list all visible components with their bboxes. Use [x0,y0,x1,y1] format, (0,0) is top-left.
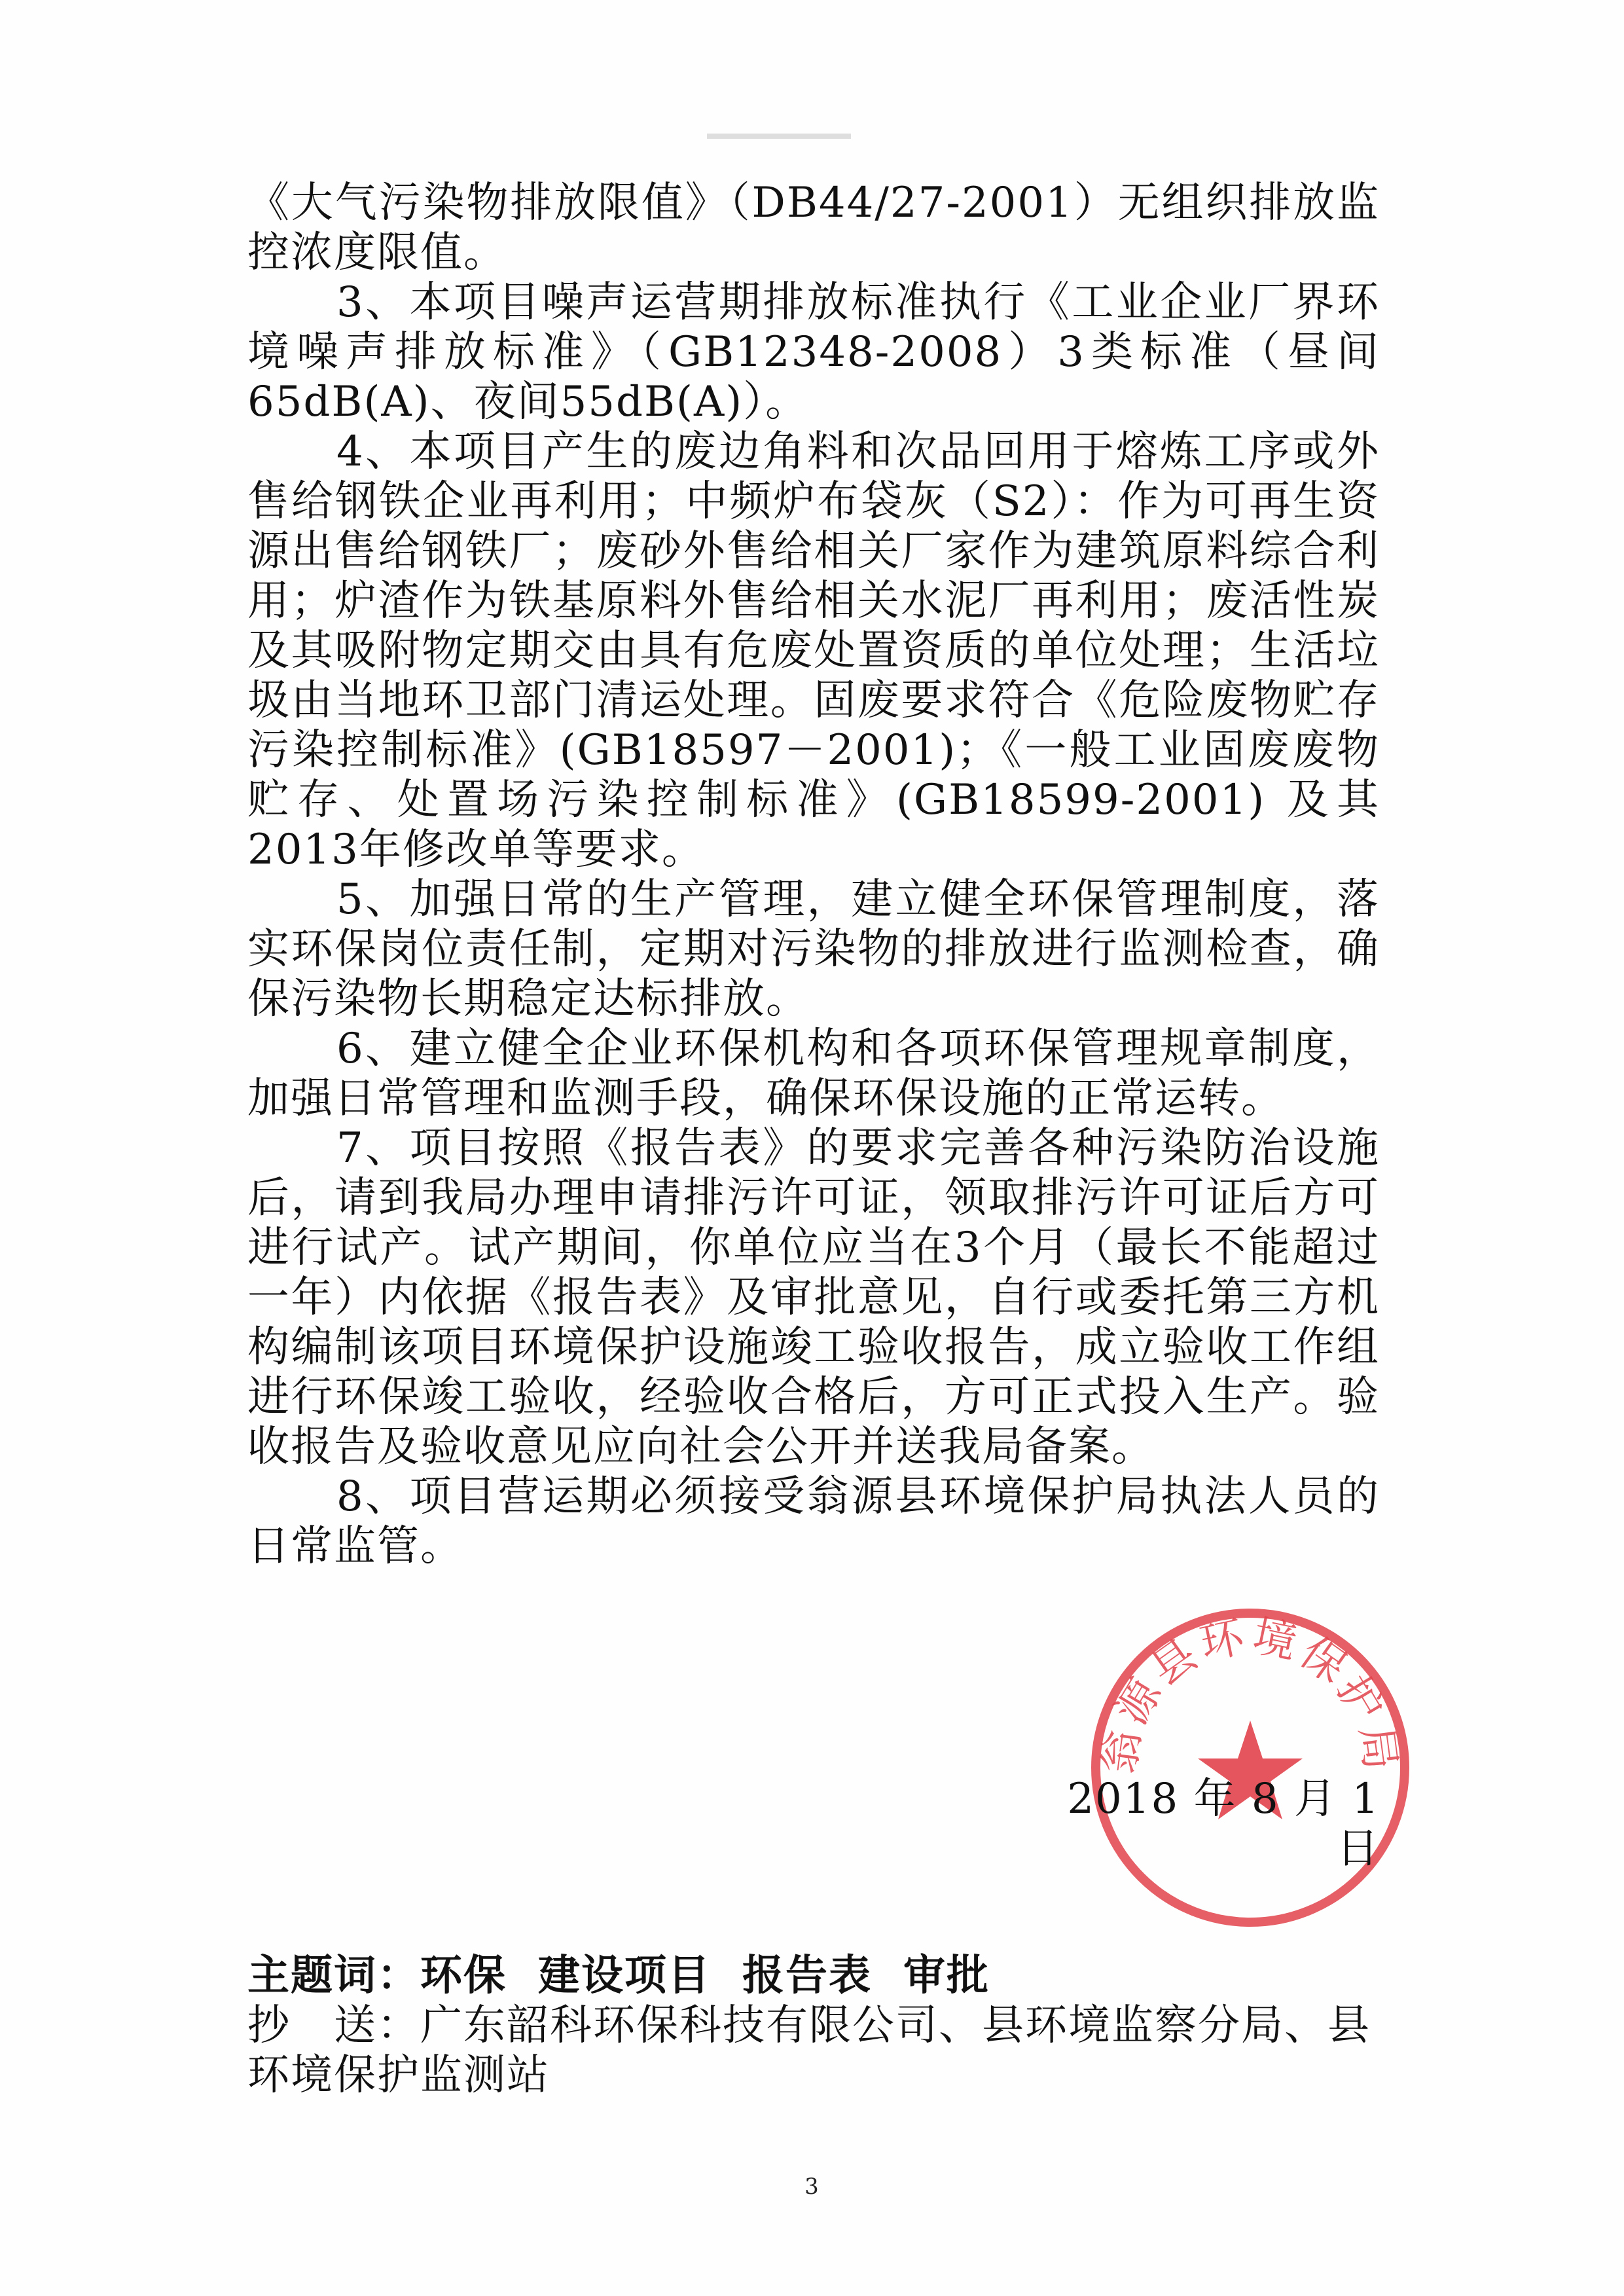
subject-word-3: 报告表 [742,1952,872,2000]
page-number: 3 [804,2174,819,2200]
seal-text: 翁源县环境保护局 [1094,1611,1407,1777]
document-body [247,178,1380,1571]
paragraph-noise-standard: 3、本项目噪声运营期排放标准执行《工业企业厂界环境噪声排放标准》（GB12348-2008）3类标准（昼间65dB(A)、夜间55dB(A)）。 [247,278,1380,426]
paragraph-continuation: 《大气污染物排放限值》（DB44/27-2001）无组织排放监控浓度限值。 [247,179,1380,277]
paragraph-environmental-agency: 6、建立健全企业环保机构和各项环保管理规章制度，加强日常管理和监测手段，确保环保设施的正常运转。 [247,1025,1380,1123]
subject-word-1: 环保 [420,1952,507,2000]
paragraph-solid-waste: 4、本项目产生的废边角料和次品回用于熔炼工序或外售给钢铁企业再利用；中频炉布袋灰（S2）：作为可再生资源出售给钢铁厂；废砂外售给相关厂家作为建筑原料综合利用；炉渣作为铁基原料外售给相关水泥厂再利用；废活性炭及其吸附物定期交由具有危废处置资质的单位处理；生活垃圾由当地环卫部门清运处理。固废要求符合《危险废物贮存污染控制标准》(GB18597－2001)；《一般工业固废废物贮存、处置场污染控制标准》(GB18599-2001) 及其2013年修改单等要求。 [247,428,1380,874]
document-footer [247,1951,1380,2100]
official-seal [1080,1597,1420,1938]
subject-line [247,1951,1380,2001]
cc-line [247,2001,1380,2100]
paragraph-permit-and-acceptance: 7、项目按照《报告表》的要求完善各种污染防治设施后，请到我局办理申请排污许可证，领取排污许可证后方可进行试产。试产期间，你单位应当在3个月（最长不能超过一年）内依据《报告表》及审批意见，自行或委托第三方机构编制该项目环境保护设施竣工验收报告，成立验收工作组进行环保竣工验收，经验收合格后，方可正式投入生产。验收报告及验收意见应向社会公开并送我局备案。 [247,1124,1380,1471]
subject-word-4: 审批 [903,1952,990,2000]
cc-label: 抄 送： [247,2001,420,2050]
paragraph-supervision: 8、项目营运期必须接受翁源县环境保护局执法人员的日常监管。 [247,1472,1380,1571]
subject-label: 主题词： [247,1952,420,2000]
issue-date: 2018 年 8 月 1 日 [1067,1775,1380,1873]
cc-recipients: 广东韶科环保科技有限公司、县环境监察分局、县环境保护监测站 [247,2001,1371,2100]
faint-header-mark [707,134,851,139]
subject-word-2: 建设项目 [538,1952,711,2000]
paragraph-production-management: 5、加强日常的生产管理，建立健全环保管理制度，落实环保岗位责任制，定期对污染物的排放进行监测检查，确保污染物长期稳定达标排放。 [247,875,1380,1023]
